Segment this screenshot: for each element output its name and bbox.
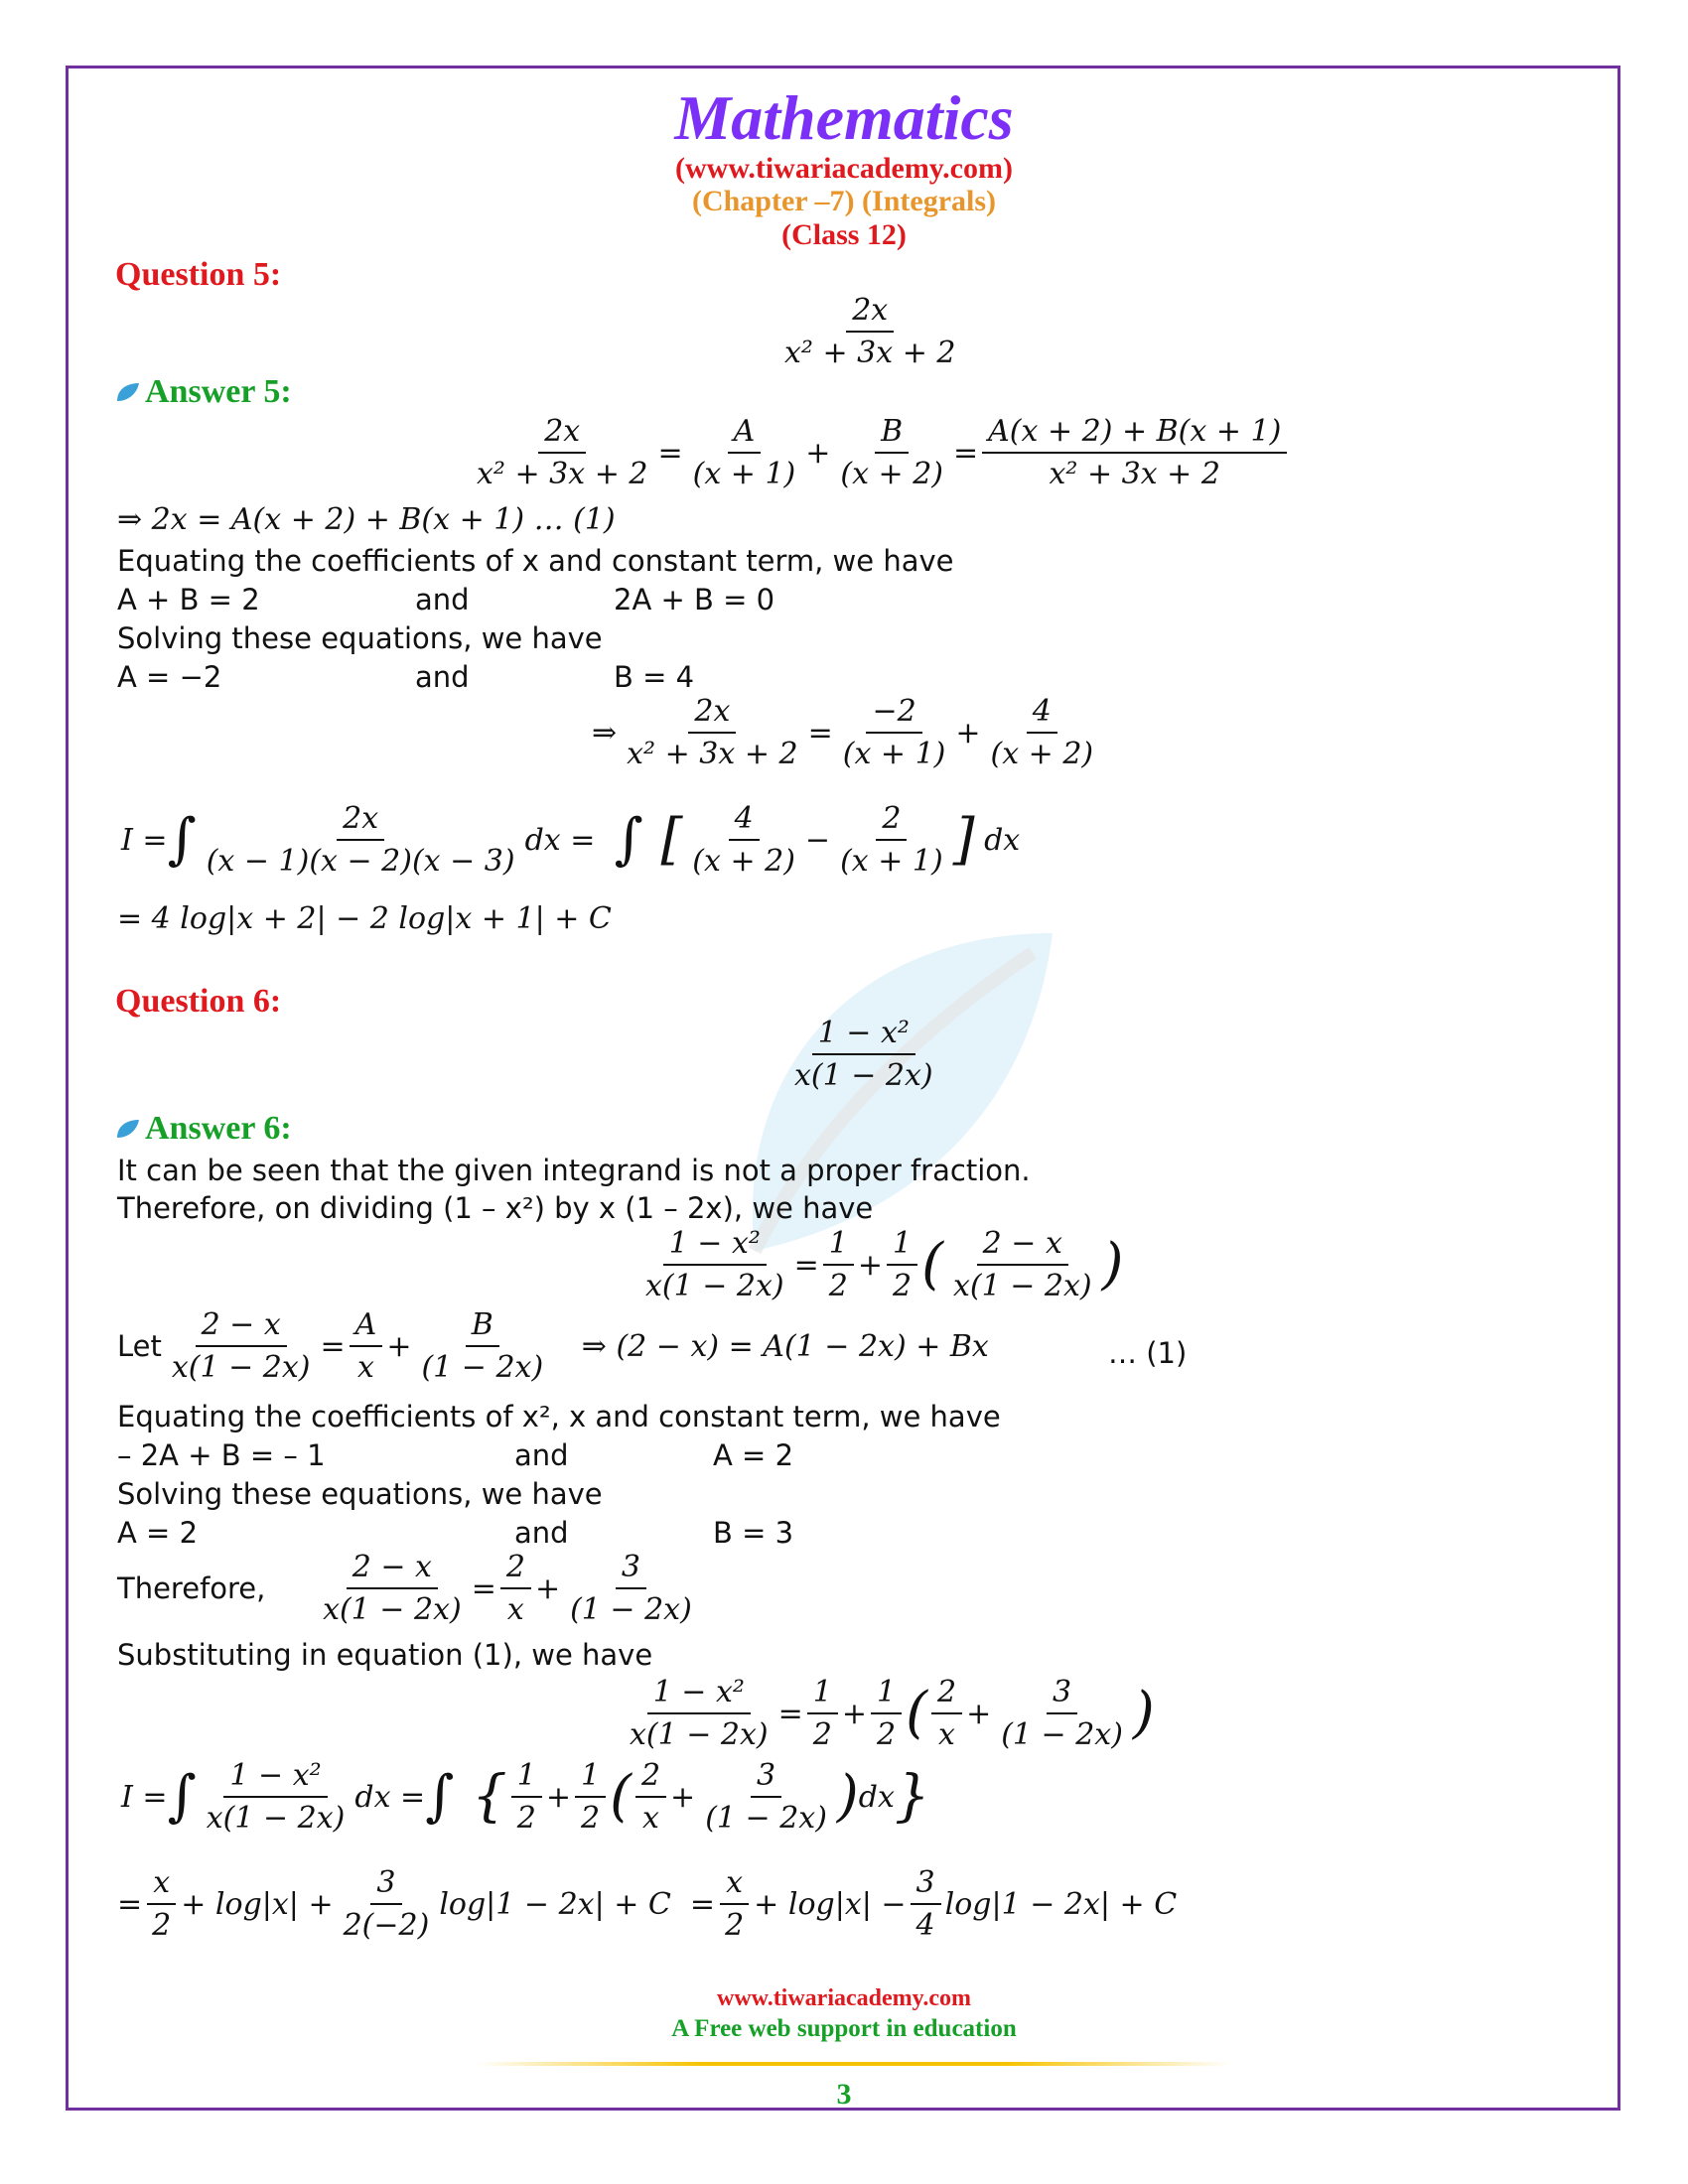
answer-6-solB: B = 3 (713, 1516, 794, 1550)
answer-6-substituting: Substituting in equation (1), we have (117, 1638, 653, 1672)
tiwari-logo-icon (115, 381, 141, 403)
answer-6-therefore-line: Therefore, $\frac{2 - x}{x(1 - 2x)}$ = $\frac{2}{x}$ + $\frac{3}{(1 - 2x)}$ (117, 1550, 692, 1627)
answer-5-eq1: A + B = 2 (117, 583, 260, 616)
answer-6-substituted: $\frac{\text{1 − x²}}{x(1 - 2x)}$ = $\frac{1}{2}$ + $\frac{1}{2}$ ( $\frac{2}{x}$ + $\frac{3}{(1 - 2x)}$ ) (630, 1675, 1155, 1752)
page-title: Mathematics (674, 82, 1014, 153)
answer-6-and-1: and (514, 1438, 569, 1472)
answer-5-eq2: 2A + B = 0 (614, 583, 775, 616)
answer-6-equating: Equating the coefficients of x², x and constant term, we have (117, 1400, 1001, 1433)
answer-6-solving: Solving these equations, we have (117, 1477, 603, 1511)
answer-5-and-1: and (415, 583, 470, 616)
answer-5-solB: B = 4 (614, 660, 695, 694)
question-6-expression: $\frac{\text{1 − x²}}{x(1 - 2x)}$ (794, 1016, 933, 1093)
answer-5-label: Answer 5: (115, 373, 292, 411)
answer-6-label: Answer 6: (115, 1110, 292, 1148)
answer-5-implies-line: ⇒ 2x = A(x + 2) + B(x + 1) … (1) (117, 502, 616, 537)
answer-6-line1: It can be seen that the given integrand is not a proper fraction. (117, 1154, 1031, 1187)
answer-5-integral: I = ∫ $\frac{2x}{(x - 1)(x - 2)(x - 3)}$ dx = ∫ [ $\frac{4}{(x + 2)}$ − $\frac{2}{(x + 1)}$ ] dx (121, 801, 1021, 879)
page-number: 3 (836, 2078, 852, 2111)
question-5-expression: $\frac{2x}{\text{x² + 3x + 2}}$ (784, 293, 956, 370)
answer-6-eq1: – 2A + B = – 1 (117, 1438, 326, 1472)
footer-divider (477, 2062, 1231, 2066)
answer-6-line2: Therefore, on dividing (1 – x²) by x (1 – 2x), we have (117, 1191, 874, 1225)
question-5-label: Question 5: (115, 256, 282, 293)
header-chapter: (Chapter –7) (Integrals) (691, 185, 997, 217)
footer-tagline: A Free web support in education (671, 2015, 1017, 2042)
answer-6-final: = $\frac{x}{2}$ + log|x| + $\frac{3}{2(-2)}$ log|1 − 2x| + C = $\frac{x}{2}$ + log|x| − $\frac{3}{4}$ log|1 − 2x| + C (117, 1865, 1178, 1943)
header-website: (www.tiwariacademy.com) (675, 152, 1013, 185)
answer-5-equating: Equating the coefficients of x and constant term, we have (117, 544, 954, 578)
answer-6-and-2: and (514, 1516, 569, 1550)
header-class: (Class 12) (781, 218, 907, 251)
answer-5-and-2: and (415, 660, 470, 694)
answer-6-eq2: A = 2 (713, 1438, 794, 1472)
answer-5-solving: Solving these equations, we have (117, 621, 603, 655)
question-6-label: Question 6: (115, 983, 282, 1020)
answer-6-integral: I = ∫ $\frac{\text{1 − x²}}{x(1 - 2x)}$ dx = ∫ { $\frac{1}{2}$ + $\frac{1}{2}$ ( $\frac{2}{x}$ + $\frac{3}{(1 - 2x)}$ ) dx } (121, 1758, 930, 1836)
answer-5-solA: A = −2 (117, 660, 222, 694)
answer-5-result: ⇒ $\frac{2x}{\text{x² + 3x + 2}}$ = $\frac{-2}{(x + 1)}$ + $\frac{4}{(x + 2)}$ (592, 694, 1094, 771)
answer-6-eq-tag: … (1) (1108, 1336, 1188, 1370)
answer-6-let-line: Let $\frac{2 - x}{x(1 - 2x)}$ = $\frac{A}{x}$ + $\frac{B}{(1 - 2x)}$ ⇒ (2 − x) = A(1 − 2x) + Bx (117, 1307, 989, 1385)
answer-6-division: $\frac{\text{1 − x²}}{x(1 - 2x)}$ = $\frac{1}{2}$ + $\frac{1}{2}$ ( $\frac{2 - x}{x(1 - 2x)}$ ) (645, 1226, 1124, 1303)
answer-6-solA: A = 2 (117, 1516, 199, 1550)
footer-website: www.tiwariacademy.com (717, 1985, 971, 2011)
answer-5-partial-fractions: $\frac{2x}{\text{x² + 3x + 2}}$ = $\frac{A}{(x + 1)}$ + $\frac{B}{(x + 2)}$ = $\frac{A(x + 2) + B(x + 1)}{\text{x² + 3x + 2}}$ (467, 415, 1291, 490)
tiwari-logo-icon (115, 1118, 141, 1140)
answer-5-final: = 4 log|x + 2| − 2 log|x + 1| + C (117, 901, 612, 936)
